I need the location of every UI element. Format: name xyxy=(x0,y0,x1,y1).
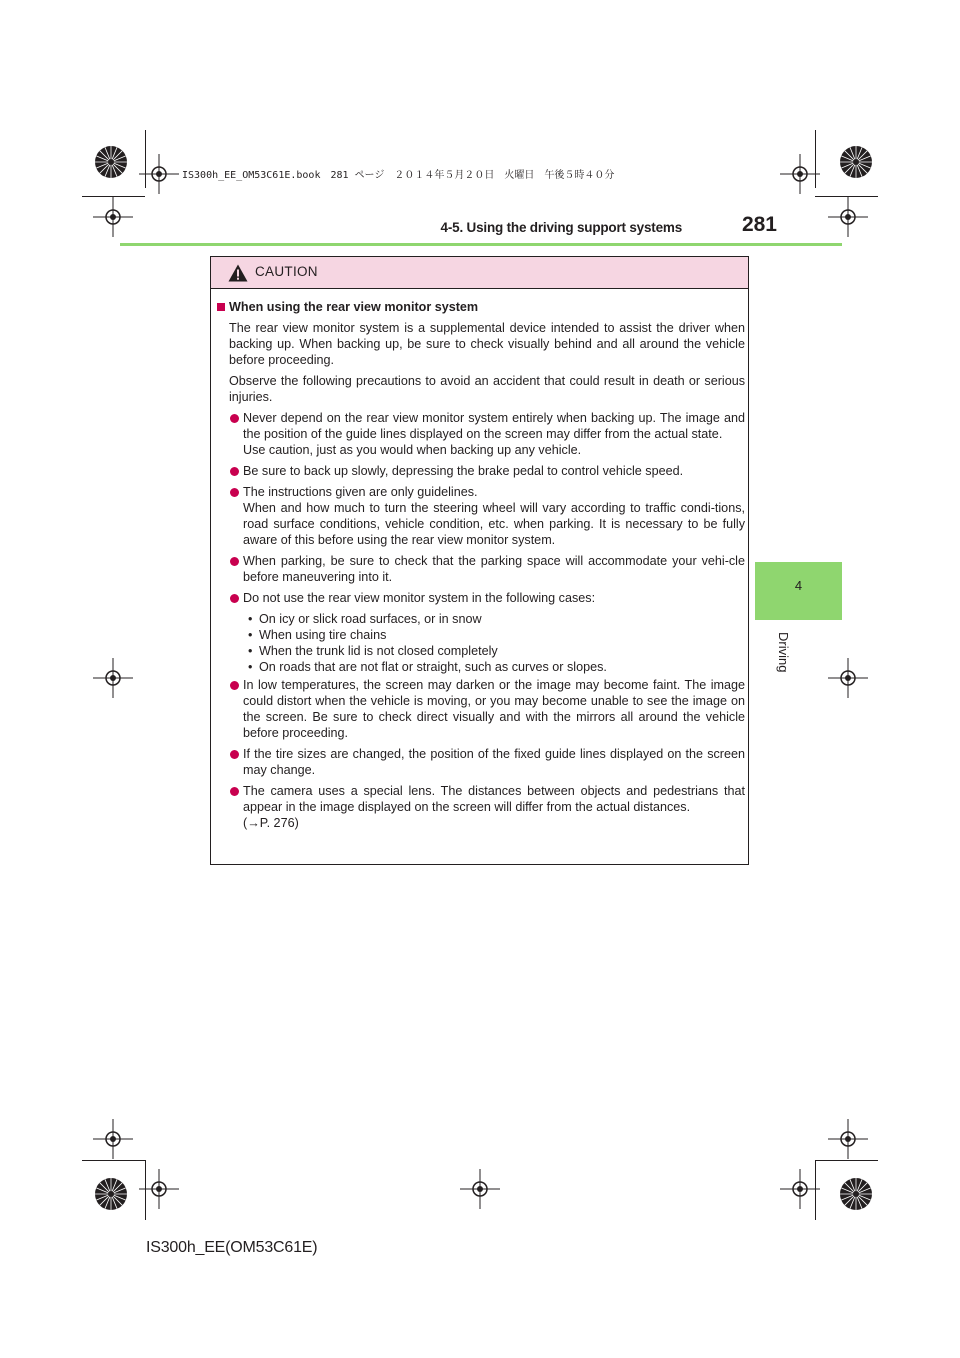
middot-marker: • xyxy=(248,660,253,674)
caution-subheading-text: When using the rear view monitor system xyxy=(229,300,479,314)
bullet-text: The instructions given are only guidelines. xyxy=(243,485,478,499)
caution-bullet xyxy=(217,677,745,741)
trim-line xyxy=(145,130,146,188)
bullet-text: Use caution, just as you would when backing up any vehicle. xyxy=(243,443,582,457)
caution-subheading xyxy=(217,299,745,315)
caution-label: CAUTION xyxy=(255,264,318,279)
crosshair-mark-icon xyxy=(93,658,133,698)
circle-bullet-icon xyxy=(230,594,239,603)
registration-rosette-icon xyxy=(94,1177,128,1211)
registration-rosette-icon xyxy=(94,145,128,179)
caution-box xyxy=(210,256,749,865)
bullet-text: When and how much to turn the steering wheel will vary according to traffic condi-tions, road surface conditions, vehicle condition, etc. when parking. It is necessary to be fully aware of this before using the rear view monitor system. xyxy=(243,501,745,547)
trim-line xyxy=(145,1160,146,1220)
chapter-label xyxy=(776,632,807,692)
section-title: 4-5. Using the driving support systems xyxy=(440,220,682,235)
list-item xyxy=(217,611,745,627)
caution-bullet xyxy=(217,484,745,548)
chapter-tab xyxy=(755,562,842,620)
trim-line xyxy=(82,1160,145,1161)
caution-bullet xyxy=(217,590,745,606)
cases-list xyxy=(217,611,745,675)
header-rule xyxy=(120,243,842,246)
chapter-number: 4 xyxy=(794,578,803,593)
square-bullet-icon xyxy=(217,303,225,311)
list-item xyxy=(217,643,745,659)
list-item-text: On roads that are not flat or straight, such as curves or slopes. xyxy=(259,660,607,674)
crosshair-mark-icon xyxy=(780,154,820,194)
footer-model-code: IS300h_EE(OM53C61E) xyxy=(146,1239,318,1256)
middot-marker: • xyxy=(248,628,253,642)
page-number: 281 xyxy=(741,213,777,236)
bullet-text: Do not use the rear view monitor system in the following cases: xyxy=(243,591,596,605)
trim-line xyxy=(815,130,816,188)
caution-bullet xyxy=(217,783,745,831)
registration-rosette-icon xyxy=(839,145,873,179)
circle-bullet-icon xyxy=(230,467,239,476)
caution-bullet xyxy=(217,746,745,778)
caution-header xyxy=(211,257,748,289)
caution-paragraph: The rear view monitor system is a supplemental device intended to assist the driver when backing up. When backing up, be sure to check visually behind and all around the vehicle before proceeding. xyxy=(229,321,745,367)
crosshair-mark-icon xyxy=(780,1169,820,1209)
trim-line xyxy=(815,1160,816,1220)
trim-line xyxy=(82,196,145,197)
bullet-text: In low temperatures, the screen may darken or the image may become faint. The image could distort when the vehicle is moving, or you may become unable to see the image on the screen. Be sure to check direct visually and with the mirrors all around the vehicle before proceeding. xyxy=(243,678,745,740)
crosshair-mark-icon xyxy=(93,1119,133,1159)
warning-triangle-icon xyxy=(228,264,248,282)
chapter-label-text: Driving xyxy=(776,632,791,673)
circle-bullet-icon xyxy=(230,787,239,796)
middot-marker: • xyxy=(248,644,253,658)
caution-paragraph: Observe the following precautions to avoid an accident that could result in death or serious injuries. xyxy=(229,374,745,404)
print-slug-line: IS300h_EE_OM53C61E.book 281 ページ ２０１４年５月２０日 火曜日 午後５時４０分 xyxy=(182,170,615,181)
caution-body xyxy=(217,299,745,836)
circle-bullet-icon xyxy=(230,414,239,423)
crosshair-mark-icon xyxy=(93,197,133,237)
list-item-text: When using tire chains xyxy=(259,628,387,642)
list-item xyxy=(217,659,745,675)
bullet-text: Be sure to back up slowly, depressing the brake pedal to control vehicle speed. xyxy=(243,464,684,478)
registration-rosette-icon xyxy=(839,1177,873,1211)
circle-bullet-icon xyxy=(230,557,239,566)
list-item xyxy=(217,627,745,643)
bullet-text: Never depend on the rear view monitor system entirely when backing up. The image and the position of the guide lines displayed on the screen may differ from the actual state. xyxy=(243,411,745,441)
page-reference-link[interactable]: (→P. 276) xyxy=(243,816,299,830)
circle-bullet-icon xyxy=(230,488,239,497)
middot-marker: • xyxy=(248,612,253,626)
list-item-text: On icy or slick road surfaces, or in snow xyxy=(259,612,482,626)
bullet-text: The camera uses a special lens. The distances between objects and pedestrians that appear in the image displayed on the screen will differ from the actual distances. xyxy=(243,784,745,814)
crosshair-mark-icon xyxy=(828,658,868,698)
caution-bullet xyxy=(217,410,745,458)
trim-line xyxy=(815,196,878,197)
circle-bullet-icon xyxy=(230,681,239,690)
bullet-text: When parking, be sure to check that the parking space will accommodate your vehi-cle before maneuvering into it. xyxy=(243,554,745,584)
bullet-text: If the tire sizes are changed, the position of the fixed guide lines displayed on the screen may change. xyxy=(243,747,745,777)
caution-bullet xyxy=(217,553,745,585)
crosshair-mark-icon xyxy=(828,1119,868,1159)
list-item-text: When the trunk lid is not closed completely xyxy=(259,644,498,658)
crosshair-mark-icon xyxy=(460,1169,500,1209)
circle-bullet-icon xyxy=(230,750,239,759)
crosshair-mark-icon xyxy=(828,197,868,237)
trim-line xyxy=(815,1160,878,1161)
caution-bullet xyxy=(217,463,745,479)
